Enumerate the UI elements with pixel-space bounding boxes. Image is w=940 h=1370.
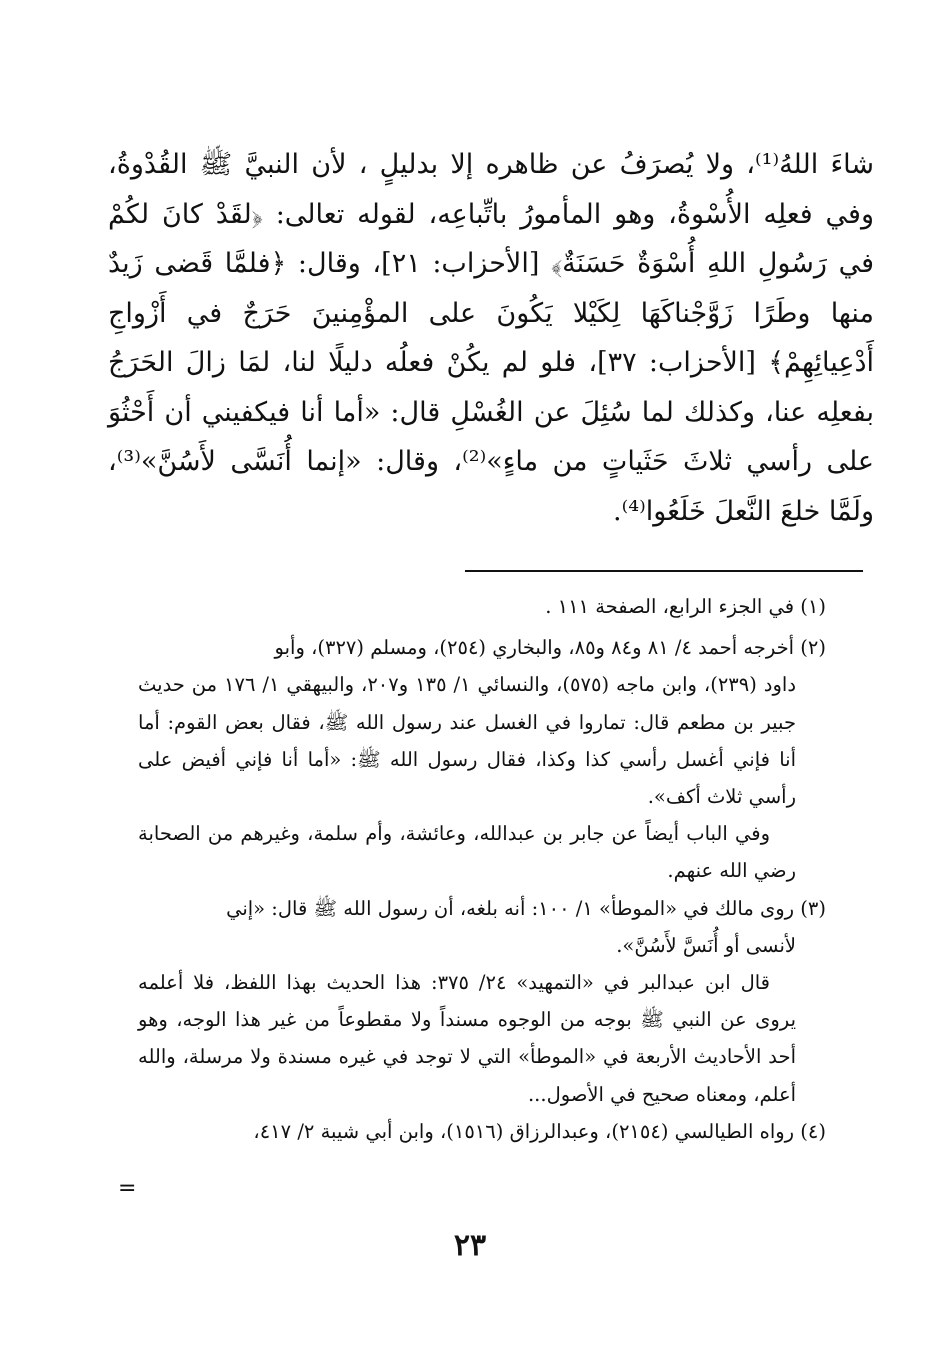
footnote-3-paragraph: قال ابن عبدالبر في «التمهيد» ٢٤/ ٣٧٥: هذا الحديث بهذا اللفظ، فلا أعلمه يروى عن النبي ﷺ بوجه من الوجوه مسنداً ولا مقطوعاً من غير هذا الوجه، وهو أحد الأحاديث الأربعة في «الموطأ» التي لا توجد في غيره مسندة ولا مرسلة، والله أعلم، ومعناه صحيح في الأصول... — [138, 971, 796, 1106]
main-paragraph: شاءَ اللهُ⁽¹⁾، ولا يُصرَفُ عن ظاهره إلا بدليلٍ ، لأن النبيَّ ﷺ القُدْوةُ، وفي فعلِه الأُسْوةُ، وهو المأمورُ باتِّباعِه، لقوله تعالى: ﴿لقَدْ كانَ لكُمْ في رَسُولِ اللهِ أُسْوَةٌ حَسَنَةٌ﴾ [الأحزاب: ٢١]، وقال: ﴿فلمَّا قَضى زَيدٌ منها وطَرًا زَوَّجْناكَهَا لِكَيْلا يَكُونَ على المؤْمِنينَ حَرَجٌ في أَزْواجِ أَدْعِيائِهِمْ﴾ [الأحزاب: ٣٧]، فلو لم يكُنْ فعلُه دليلًا لنا، لمَا زالَ الحَرَجُ بفعلِه عنا، وكذلك لما سُئِلَ عن الغُسْلِ قال: «أما أنا فيكفيني أن أَحْثُوَ على رأسي ثلاثَ حَثَياتٍ من ماءٍ»⁽²⁾، وقال: «إنما أُنَسَّى لأَسُنَّ»⁽³⁾، ولَمَّا خلعَ النَّعلَ خَلَعُوا⁽⁴⁾. — [108, 149, 875, 527]
footnote-2-continuation: داود (٢٣٩)، وابن ماجه (٥٧٥)، والنسائي ١/ ١٣٥ و٢٠٧، والبيهقي ١/ ١٧٦ من حديث جبير بن مطعم قال: تماروا في الغسل عند رسول الله ﷺ، فقال بعض القوم: أما أنا فإني أغسل رأسي كذا وكذا، فقال رسول الله ﷺ: «أما أنا فإني أفيض على رأسي ثلاث أكف». — [138, 673, 797, 809]
page-number: ٢٣ — [453, 1228, 487, 1263]
footnotes-block — [138, 588, 828, 1150]
footnote-1: (١) في الجزء الرابع، الصفحة ١١١ . — [545, 595, 826, 618]
footnote-4: (٤) رواه الطيالسي (٢١٥٤)، وعبدالرزاق (١٥١٦)، وابن أبي شيبة ٢/ ٤١٧، — [253, 1119, 826, 1143]
footnote-2-paragraph: وفي الباب أيضاً عن جابر بن عبدالله، وعائشة، وأم سلمة، وغيرهم من الصحابة رضي الله عنهم. — [138, 822, 796, 883]
footnote-3-continuation: لأنسى أو أُنَسَّ لأَسُنَّ». — [616, 933, 796, 957]
main-text-block — [108, 140, 874, 536]
footnote-3: (٣) روى مالك في «الموطأ» ١/ ١٠٠: أنه بلغه، أن رسول الله ﷺ قال: «إني — [226, 896, 826, 920]
footnote-separator — [465, 570, 863, 572]
continuation-mark: = — [118, 1176, 137, 1201]
footnote-2: (٢) أخرجه أحمد ٤/ ٨١ و٨٤ و٨٥، والبخاري (٢٥٤)، ومسلم (٣٢٧)، وأبو — [274, 636, 826, 660]
